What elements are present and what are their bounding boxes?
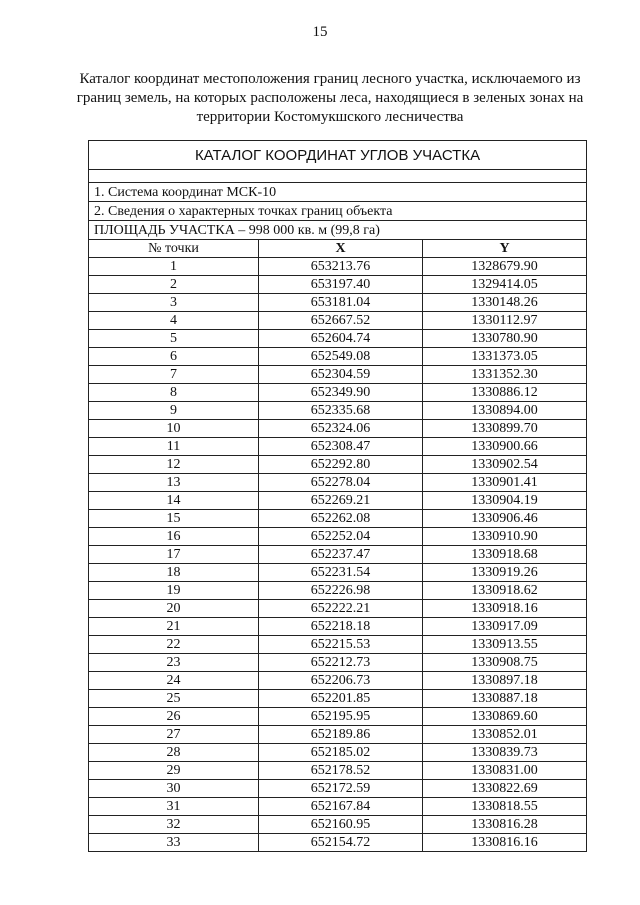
x-coordinate-cell: 653213.76: [259, 258, 423, 276]
x-coordinate-cell: 652667.52: [259, 312, 423, 330]
y-coordinate-cell: 1330780.90: [423, 330, 587, 348]
title-line-1: Каталог координат местоположения границ лесного участка, исключаемого из: [79, 71, 581, 87]
y-coordinate-cell: 1330899.70: [423, 420, 587, 438]
y-coordinate-cell: 1330897.18: [423, 672, 587, 690]
table-row: [89, 456, 587, 474]
x-coordinate-cell: 652604.74: [259, 330, 423, 348]
y-coordinate-cell: 1330816.16: [423, 834, 587, 852]
point-number-cell: 1: [89, 258, 259, 276]
y-coordinate-cell: 1330901.41: [423, 474, 587, 492]
table-row: [89, 348, 587, 366]
table-row: [89, 564, 587, 582]
y-coordinate-cell: 1330917.09: [423, 618, 587, 636]
table-row: [89, 276, 587, 294]
table-row: [89, 474, 587, 492]
table-row: [89, 312, 587, 330]
coordinates-table: [88, 140, 587, 852]
table-row: [89, 654, 587, 672]
table-row: [89, 816, 587, 834]
coord-system: 1. Система координат МСК-10: [89, 183, 587, 202]
x-coordinate-cell: 652201.85: [259, 690, 423, 708]
point-number-cell: 2: [89, 276, 259, 294]
table-row: [89, 780, 587, 798]
y-coordinate-cell: 1329414.05: [423, 276, 587, 294]
x-coordinate-cell: 652292.80: [259, 456, 423, 474]
y-coordinate-cell: 1330908.75: [423, 654, 587, 672]
y-coordinate-cell: 1331352.30: [423, 366, 587, 384]
page-number: 15: [312, 24, 328, 40]
x-coordinate-cell: 652237.47: [259, 546, 423, 564]
point-number-cell: 23: [89, 654, 259, 672]
area: ПЛОЩАДЬ УЧАСТКА – 998 000 кв. м (99,8 га): [89, 221, 587, 240]
x-coordinate-cell: 652212.73: [259, 654, 423, 672]
table-row: [89, 420, 587, 438]
y-coordinate-cell: 1330886.12: [423, 384, 587, 402]
column-header-point: № точки: [89, 240, 259, 258]
point-number-cell: 32: [89, 816, 259, 834]
point-number-cell: 14: [89, 492, 259, 510]
point-number-cell: 22: [89, 636, 259, 654]
point-number-cell: 19: [89, 582, 259, 600]
table-row: [89, 438, 587, 456]
x-coordinate-cell: 652189.86: [259, 726, 423, 744]
point-number-cell: 28: [89, 744, 259, 762]
x-coordinate-cell: 652308.47: [259, 438, 423, 456]
point-number-cell: 29: [89, 762, 259, 780]
x-coordinate-cell: 652185.02: [259, 744, 423, 762]
table-heading: КАТАЛОГ КООРДИНАТ УГЛОВ УЧАСТКА: [89, 141, 587, 170]
table-row: [89, 492, 587, 510]
y-coordinate-cell: 1330910.90: [423, 528, 587, 546]
x-coordinate-cell: 652349.90: [259, 384, 423, 402]
point-number-cell: 31: [89, 798, 259, 816]
y-coordinate-cell: 1330918.62: [423, 582, 587, 600]
x-coordinate-cell: 652269.21: [259, 492, 423, 510]
points-info: 2. Сведения о характерных точках границ объекта: [89, 202, 587, 221]
point-number-cell: 11: [89, 438, 259, 456]
y-coordinate-cell: 1330148.26: [423, 294, 587, 312]
y-coordinate-cell: 1330913.55: [423, 636, 587, 654]
table-row: [89, 528, 587, 546]
y-coordinate-cell: 1328679.90: [423, 258, 587, 276]
y-coordinate-cell: 1330869.60: [423, 708, 587, 726]
column-header-y: Y: [423, 240, 587, 258]
x-coordinate-cell: 652160.95: [259, 816, 423, 834]
table-row: [89, 672, 587, 690]
x-coordinate-cell: 652549.08: [259, 348, 423, 366]
table-row: [89, 708, 587, 726]
point-number-cell: 20: [89, 600, 259, 618]
title-line-2: границ земель, на которых расположены леса, находящиеся в зеленых зонах на: [76, 90, 584, 106]
y-coordinate-cell: 1330112.97: [423, 312, 587, 330]
table-row: [89, 600, 587, 618]
x-coordinate-cell: 652154.72: [259, 834, 423, 852]
title-line-3: территории Костомукшского лесничества: [196, 109, 464, 125]
x-coordinate-cell: 652167.84: [259, 798, 423, 816]
point-number-cell: 3: [89, 294, 259, 312]
y-coordinate-cell: 1330822.69: [423, 780, 587, 798]
table-row: [89, 366, 587, 384]
table-heading-row: [89, 141, 587, 170]
table-row: [89, 258, 587, 276]
point-number-cell: 7: [89, 366, 259, 384]
point-number-cell: 27: [89, 726, 259, 744]
table-row: [89, 744, 587, 762]
point-number-cell: 18: [89, 564, 259, 582]
y-coordinate-cell: 1330852.01: [423, 726, 587, 744]
point-number-cell: 33: [89, 834, 259, 852]
point-number-cell: 25: [89, 690, 259, 708]
y-coordinate-cell: 1330902.54: [423, 456, 587, 474]
points-info-row: [89, 202, 587, 221]
y-coordinate-cell: 1330818.55: [423, 798, 587, 816]
document-title: [60, 70, 600, 127]
y-coordinate-cell: 1330839.73: [423, 744, 587, 762]
table-row: [89, 618, 587, 636]
coord-system-row: [89, 183, 587, 202]
x-coordinate-cell: 652262.08: [259, 510, 423, 528]
x-coordinate-cell: 652172.59: [259, 780, 423, 798]
x-coordinate-cell: 652206.73: [259, 672, 423, 690]
y-coordinate-cell: 1330900.66: [423, 438, 587, 456]
point-number-cell: 30: [89, 780, 259, 798]
table-row: [89, 726, 587, 744]
x-coordinate-cell: 653197.40: [259, 276, 423, 294]
point-number-cell: 10: [89, 420, 259, 438]
point-number-cell: 24: [89, 672, 259, 690]
x-coordinate-cell: 652324.06: [259, 420, 423, 438]
point-number-cell: 15: [89, 510, 259, 528]
y-coordinate-cell: 1330816.28: [423, 816, 587, 834]
point-number-cell: 16: [89, 528, 259, 546]
y-coordinate-cell: 1330887.18: [423, 690, 587, 708]
y-coordinate-cell: 1330906.46: [423, 510, 587, 528]
y-coordinate-cell: 1330904.19: [423, 492, 587, 510]
table-row: [89, 834, 587, 852]
point-number-cell: 13: [89, 474, 259, 492]
point-number-cell: 12: [89, 456, 259, 474]
x-coordinate-cell: 652304.59: [259, 366, 423, 384]
x-coordinate-cell: 653181.04: [259, 294, 423, 312]
x-coordinate-cell: 652335.68: [259, 402, 423, 420]
table-blank-row: [89, 170, 587, 183]
x-coordinate-cell: 652222.21: [259, 600, 423, 618]
x-coordinate-cell: 652252.04: [259, 528, 423, 546]
table-row: [89, 330, 587, 348]
table-row: [89, 636, 587, 654]
x-coordinate-cell: 652195.95: [259, 708, 423, 726]
y-coordinate-cell: 1330894.00: [423, 402, 587, 420]
table-row: [89, 402, 587, 420]
y-coordinate-cell: 1330918.16: [423, 600, 587, 618]
x-coordinate-cell: 652278.04: [259, 474, 423, 492]
table-row: [89, 690, 587, 708]
table-row: [89, 582, 587, 600]
point-number-cell: 6: [89, 348, 259, 366]
point-number-cell: 8: [89, 384, 259, 402]
y-coordinate-cell: 1331373.05: [423, 348, 587, 366]
area-row: [89, 221, 587, 240]
x-coordinate-cell: 652231.54: [259, 564, 423, 582]
point-number-cell: 5: [89, 330, 259, 348]
x-coordinate-cell: 652215.53: [259, 636, 423, 654]
table-row: [89, 510, 587, 528]
table-row: [89, 762, 587, 780]
x-coordinate-cell: 652178.52: [259, 762, 423, 780]
column-header-row: [89, 240, 587, 258]
column-header-x: X: [259, 240, 423, 258]
point-number-cell: 26: [89, 708, 259, 726]
table-row: [89, 294, 587, 312]
table-row: [89, 384, 587, 402]
point-number-cell: 4: [89, 312, 259, 330]
y-coordinate-cell: 1330918.68: [423, 546, 587, 564]
x-coordinate-cell: 652218.18: [259, 618, 423, 636]
y-coordinate-cell: 1330919.26: [423, 564, 587, 582]
y-coordinate-cell: 1330831.00: [423, 762, 587, 780]
point-number-cell: 21: [89, 618, 259, 636]
point-number-cell: 9: [89, 402, 259, 420]
table-row: [89, 546, 587, 564]
table-row: [89, 798, 587, 816]
point-number-cell: 17: [89, 546, 259, 564]
x-coordinate-cell: 652226.98: [259, 582, 423, 600]
